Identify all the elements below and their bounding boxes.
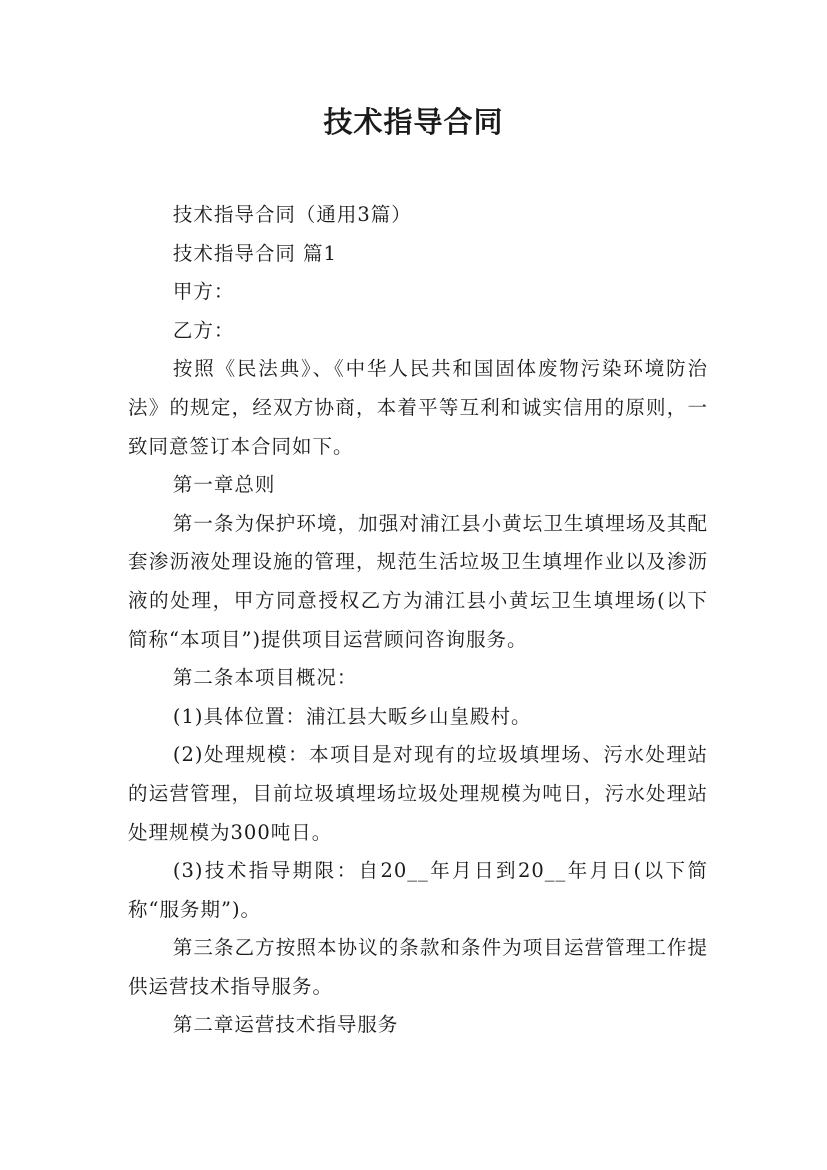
paragraph-chapter-1-heading: 第一章总则	[172, 473, 276, 497]
paragraph-subtitle: 技术指导合同（通用3篇）	[172, 203, 412, 226]
paragraph-preamble: 按照《民法典》、《中华人民共和国固体废物污染环境防治法》的规定，经双方协商，本着平等互利和诚实信用的原则，一致同意签订本合同如下。	[128, 357, 708, 458]
paragraph-item-1: (1)具体位置：浦江县大畈乡山皇殿村。	[172, 704, 532, 728]
paragraph-article-3: 第三条乙方按照本协议的条款和条件为项目运营管理工作提供运营技术指导服务。	[128, 936, 708, 998]
paragraph-article-2: 第二条本项目概况：	[172, 666, 358, 690]
document-body	[128, 196, 708, 1045]
paragraph-part-heading: 技术指导合同 篇1	[172, 241, 337, 265]
paragraph-article-1: 第一条为保护环境，加强对浦江县小黄坛卫生填埋场及其配套渗沥液处理设施的管理，规范生活垃圾卫生填埋作业以及渗沥液的处理，甲方同意授权乙方为浦江县小黄坛卫生填埋场(以下简称“本项目”)提供项目运营顾问咨询服务。	[128, 511, 708, 651]
paragraph-item-2: (2)处理规模：本项目是对现有的垃圾填埋场、污水处理站的运营管理，目前垃圾填埋场垃圾处理规模为吨日，污水处理站处理规模为300吨日。	[128, 743, 708, 844]
paragraph-chapter-2-heading: 第二章运营技术指导服务	[172, 1013, 399, 1037]
paragraph-party-a: 甲方：	[172, 280, 235, 304]
paragraph-item-3: (3)技术指导期限：自20__年月日到20__年月日(以下简称“服务期”)。	[128, 859, 708, 921]
document-title: 技术指导合同	[323, 105, 504, 139]
paragraph-party-b: 乙方：	[172, 318, 235, 342]
